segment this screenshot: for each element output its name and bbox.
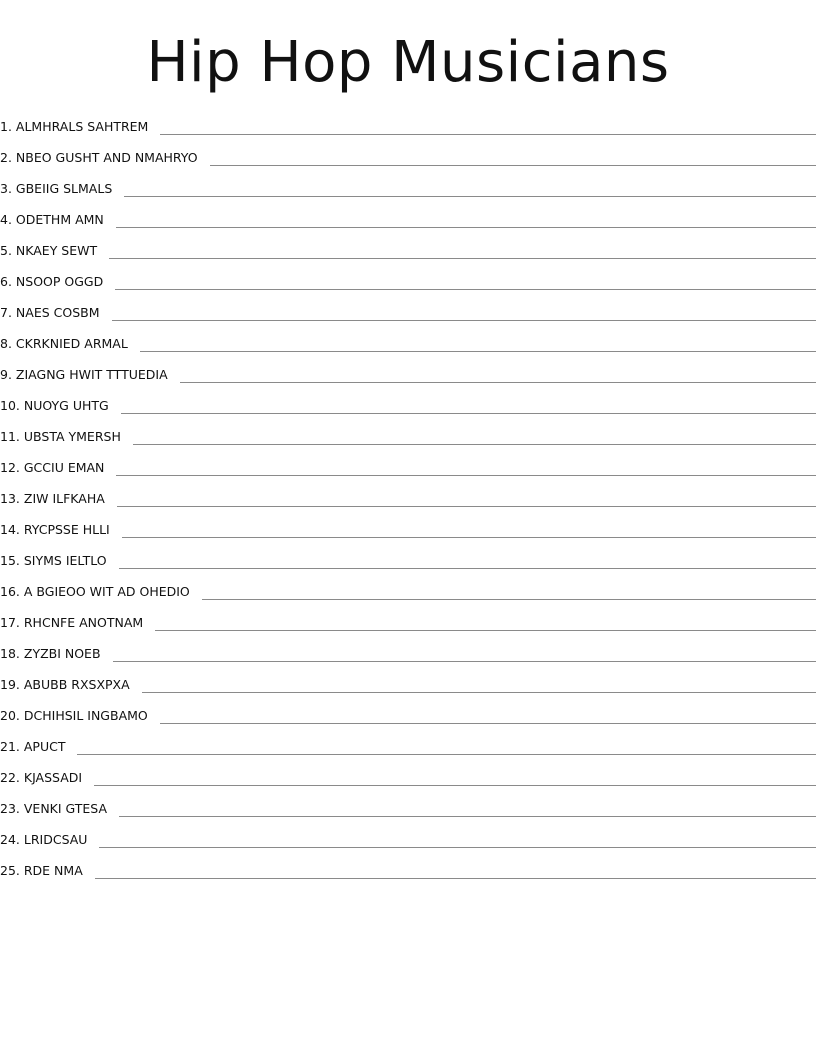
scramble-label <box>0 398 109 420</box>
item-number: 1. <box>0 119 12 134</box>
scramble-row-5 <box>0 234 816 265</box>
answer-line[interactable] <box>155 630 816 631</box>
answer-line[interactable] <box>116 227 816 228</box>
scrambled-word: ALMHRALS SAHTREM <box>15 119 149 134</box>
scramble-label <box>0 181 112 203</box>
answer-line[interactable] <box>119 816 816 817</box>
item-number: 16. <box>0 584 20 599</box>
scramble-row-3 <box>0 172 816 203</box>
answer-line[interactable] <box>202 599 816 600</box>
scramble-list <box>0 110 816 885</box>
scrambled-word: CKRKNIED ARMAL <box>15 336 128 351</box>
answer-line[interactable] <box>119 568 816 569</box>
scramble-row-23 <box>0 792 816 823</box>
item-number: 7. <box>0 305 12 320</box>
scramble-row-6 <box>0 265 816 296</box>
answer-line[interactable] <box>115 289 816 290</box>
scrambled-word: NBEO GUSHT AND NMAHRYO <box>15 150 198 165</box>
item-number: 11. <box>0 429 20 444</box>
answer-line[interactable] <box>109 258 816 259</box>
answer-line[interactable] <box>160 723 816 724</box>
item-number: 25. <box>0 863 20 878</box>
scramble-label <box>0 646 101 668</box>
scramble-row-7 <box>0 296 816 327</box>
scrambled-word: RHCNFE ANOTNAM <box>23 615 144 630</box>
answer-line[interactable] <box>133 444 816 445</box>
item-number: 12. <box>0 460 20 475</box>
answer-line[interactable] <box>180 382 816 383</box>
scramble-label <box>0 770 82 792</box>
scrambled-word: SIYMS IELTLO <box>23 553 107 568</box>
scrambled-word: DCHIHSIL INGBAMO <box>23 708 148 723</box>
answer-line[interactable] <box>124 196 816 197</box>
item-number: 4. <box>0 212 12 227</box>
scrambled-word: APUCT <box>23 739 66 754</box>
scrambled-word: ZYZBI NOEB <box>23 646 101 661</box>
scramble-label <box>0 243 97 265</box>
scrambled-word: NSOOP OGGD <box>15 274 104 289</box>
scramble-row-17 <box>0 606 816 637</box>
scramble-row-12 <box>0 451 816 482</box>
scramble-label <box>0 584 190 606</box>
answer-line[interactable] <box>117 506 816 507</box>
answer-line[interactable] <box>142 692 816 693</box>
scramble-label <box>0 150 198 172</box>
scramble-label <box>0 367 168 389</box>
answer-line[interactable] <box>121 413 816 414</box>
item-number: 8. <box>0 336 12 351</box>
scrambled-word: ABUBB RXSXPXA <box>23 677 130 692</box>
scramble-row-16 <box>0 575 816 606</box>
answer-line[interactable] <box>113 661 816 662</box>
scramble-row-4 <box>0 203 816 234</box>
answer-line[interactable] <box>116 475 816 476</box>
answer-line[interactable] <box>140 351 816 352</box>
scramble-label <box>0 460 104 482</box>
scramble-label <box>0 832 87 854</box>
scramble-row-8 <box>0 327 816 358</box>
scramble-row-22 <box>0 761 816 792</box>
scrambled-word: NUOYG UHTG <box>23 398 109 413</box>
scramble-label <box>0 429 121 451</box>
answer-line[interactable] <box>122 537 816 538</box>
scramble-label <box>0 274 103 296</box>
item-number: 17. <box>0 615 20 630</box>
scrambled-word: NKAEY SEWT <box>15 243 98 258</box>
scramble-label <box>0 739 65 761</box>
item-number: 6. <box>0 274 12 289</box>
scramble-row-10 <box>0 389 816 420</box>
item-number: 20. <box>0 708 20 723</box>
scramble-row-19 <box>0 668 816 699</box>
scramble-label <box>0 212 104 234</box>
scrambled-word: UBSTA YMERSH <box>23 429 121 444</box>
scramble-row-15 <box>0 544 816 575</box>
scramble-row-13 <box>0 482 816 513</box>
answer-line[interactable] <box>77 754 816 755</box>
worksheet-title: Hip Hop Musicians <box>146 30 670 95</box>
item-number: 10. <box>0 398 20 413</box>
item-number: 9. <box>0 367 12 382</box>
scramble-label <box>0 615 143 637</box>
item-number: 15. <box>0 553 20 568</box>
scrambled-word: ODETHM AMN <box>15 212 104 227</box>
scramble-row-1 <box>0 110 816 141</box>
scramble-label <box>0 491 105 513</box>
scramble-row-2 <box>0 141 816 172</box>
item-number: 3. <box>0 181 12 196</box>
scrambled-word: A BGIEOO WIT AD OHEDIO <box>23 584 190 599</box>
item-number: 21. <box>0 739 20 754</box>
scrambled-word: ZIW ILFKAHA <box>23 491 105 506</box>
answer-line[interactable] <box>160 134 816 135</box>
scrambled-word: LRIDCSAU <box>23 832 88 847</box>
scrambled-word: ZIAGNG HWIT TTTUEDIA <box>15 367 168 382</box>
scrambled-word: GCCIU EMAN <box>23 460 105 475</box>
answer-line[interactable] <box>95 878 816 879</box>
item-number: 19. <box>0 677 20 692</box>
scramble-row-20 <box>0 699 816 730</box>
scramble-row-14 <box>0 513 816 544</box>
scrambled-word: NAES COSBM <box>15 305 100 320</box>
scramble-row-11 <box>0 420 816 451</box>
answer-line[interactable] <box>99 847 816 848</box>
answer-line[interactable] <box>112 320 816 321</box>
item-number: 22. <box>0 770 20 785</box>
item-number: 24. <box>0 832 20 847</box>
scramble-row-9 <box>0 358 816 389</box>
scramble-label <box>0 801 107 823</box>
answer-line[interactable] <box>94 785 816 786</box>
item-number: 18. <box>0 646 20 661</box>
scrambled-word: RYCPSSE HLLI <box>23 522 110 537</box>
scramble-row-21 <box>0 730 816 761</box>
item-number: 2. <box>0 150 12 165</box>
scrambled-word: KJASSADI <box>23 770 83 785</box>
scramble-label <box>0 863 83 885</box>
scramble-row-18 <box>0 637 816 668</box>
answer-line[interactable] <box>210 165 816 166</box>
item-number: 23. <box>0 801 20 816</box>
scramble-label <box>0 119 148 141</box>
scramble-label <box>0 708 148 730</box>
item-number: 5. <box>0 243 12 258</box>
scramble-row-24 <box>0 823 816 854</box>
scramble-label <box>0 677 130 699</box>
item-number: 14. <box>0 522 20 537</box>
scramble-label <box>0 522 110 544</box>
scramble-row-25 <box>0 854 816 885</box>
scrambled-word: VENKI GTESA <box>23 801 108 816</box>
scrambled-word: RDE NMA <box>23 863 83 878</box>
scramble-label <box>0 336 128 358</box>
scramble-label <box>0 553 107 575</box>
scramble-label <box>0 305 100 327</box>
scrambled-word: GBEIIG SLMALS <box>15 181 113 196</box>
item-number: 13. <box>0 491 20 506</box>
